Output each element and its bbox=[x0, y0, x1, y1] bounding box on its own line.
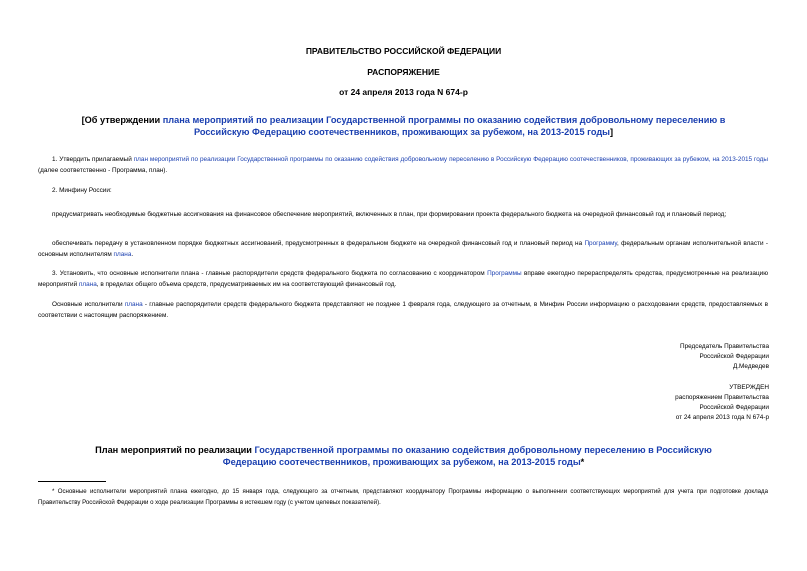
footnote: * Основные исполнители мероприятий плана ежегодно, до 15 января года, следующего за отчетным, представляют координатору Программы информацию о выполнении соответствующих мероприятий для учета при подготовке доклада Правительству Российской Федерации о ходе реализации Программы в истекшем году (с учетом целевых показателей). bbox=[38, 488, 768, 506]
plan-link[interactable]: плана bbox=[113, 251, 132, 258]
p4-text: обеспечивать передачу в установленном порядке бюджетных ассигнований, предусмотренных в федеральном бюджете на очередной финансовый год и плановый период на bbox=[52, 240, 585, 247]
paragraph-4 bbox=[38, 238, 768, 260]
approval-block bbox=[549, 383, 769, 423]
p5-suffix: , в пределах общего объема средств, предусматриваемых им на соответствующий финансовый год. bbox=[96, 281, 397, 288]
signature-position: Председатель Правительства bbox=[680, 343, 769, 350]
approval-date: от 24 апреля 2013 года N 674-р bbox=[675, 414, 769, 421]
p5-text: 3. Установить, что основные исполнители плана - главные распорядители средств федерального бюджета по согласованию с координатором bbox=[52, 270, 488, 277]
plan-link[interactable]: плана bbox=[124, 301, 143, 308]
p1-suffix: (далее соответственно - Программа, план). bbox=[38, 167, 168, 174]
p5-middle: вправе ежегодно перераспределять средства, предусмотренные на реализацию мероприятий bbox=[38, 270, 768, 288]
approval-country: Российской Федерации bbox=[699, 404, 769, 411]
program-link[interactable]: Программу bbox=[584, 240, 617, 247]
paragraph-1 bbox=[38, 154, 768, 176]
plan-title-link[interactable]: Государственной программы по оказанию содействия добровольному переселению в Российскую Федерацию соотечественников, проживающих за рубежом, на 2013-2015 годы bbox=[222, 445, 712, 467]
paragraph-3: предусматривать необходимые бюджетные ассигнования на финансовое обеспечение мероприятий, включенных в план, при формировании проекта федерального бюджета на очередной финансовый год и плановый период; bbox=[52, 211, 727, 218]
footnote-divider bbox=[38, 481, 106, 482]
document-date-number: от 24 апреля 2013 года N 674-р bbox=[339, 87, 468, 97]
approval-heading: УТВЕРЖДЕН bbox=[729, 384, 769, 391]
title-link[interactable]: плана мероприятий по реализации Государственной программы по оказанию содействия добровольному переселению в Российскую Федерацию соотечественников, проживающих за рубежом, на 2013-2015 годы bbox=[162, 115, 726, 137]
paragraph-5 bbox=[38, 268, 768, 290]
program-link[interactable]: Программы bbox=[487, 270, 522, 277]
p6-suffix: - главные распорядители средств федерального бюджета представляют не позднее 1 февраля года, следующего за отчетным, в Минфин России информацию о расходовании средств, предоставляемых в соответствии с настоящим распоряжением. bbox=[38, 301, 768, 319]
signature-name: Д.Медведев bbox=[732, 363, 769, 370]
signature-country: Российской Федерации bbox=[699, 353, 769, 360]
plan-title bbox=[70, 444, 737, 468]
document-title bbox=[60, 114, 747, 138]
title-suffix: ] bbox=[610, 127, 614, 137]
p4-suffix: . bbox=[131, 251, 134, 258]
p1-text: 1. Утвердить прилагаемый bbox=[52, 156, 134, 163]
signature-block bbox=[549, 342, 769, 372]
plan-title-suffix: * bbox=[580, 457, 585, 467]
plan-link[interactable]: план мероприятий по реализации Государственной программы по оказанию содействия добровольному переселению в Российскую Федерацию соотечественников, проживающих за рубежом, на 2013-2015 годы bbox=[133, 156, 768, 163]
title-prefix: [Об утверждении bbox=[81, 115, 163, 125]
paragraph-6 bbox=[38, 299, 768, 321]
plan-link[interactable]: плана bbox=[78, 281, 97, 288]
p4-middle: , федеральным органам исполнительной власти - основным исполнителям bbox=[38, 240, 768, 258]
government-heading: ПРАВИТЕЛЬСТВО РОССИЙСКОЙ ФЕДЕРАЦИИ bbox=[305, 46, 502, 56]
paragraph-2: 2. Минфину России: bbox=[52, 187, 112, 194]
p6-text: Основные исполнители bbox=[52, 301, 125, 308]
plan-title-prefix: План мероприятий по реализации bbox=[95, 445, 255, 455]
document-type-heading: РАСПОРЯЖЕНИЕ bbox=[367, 67, 440, 77]
approval-by: распоряжением Правительства bbox=[675, 394, 769, 401]
